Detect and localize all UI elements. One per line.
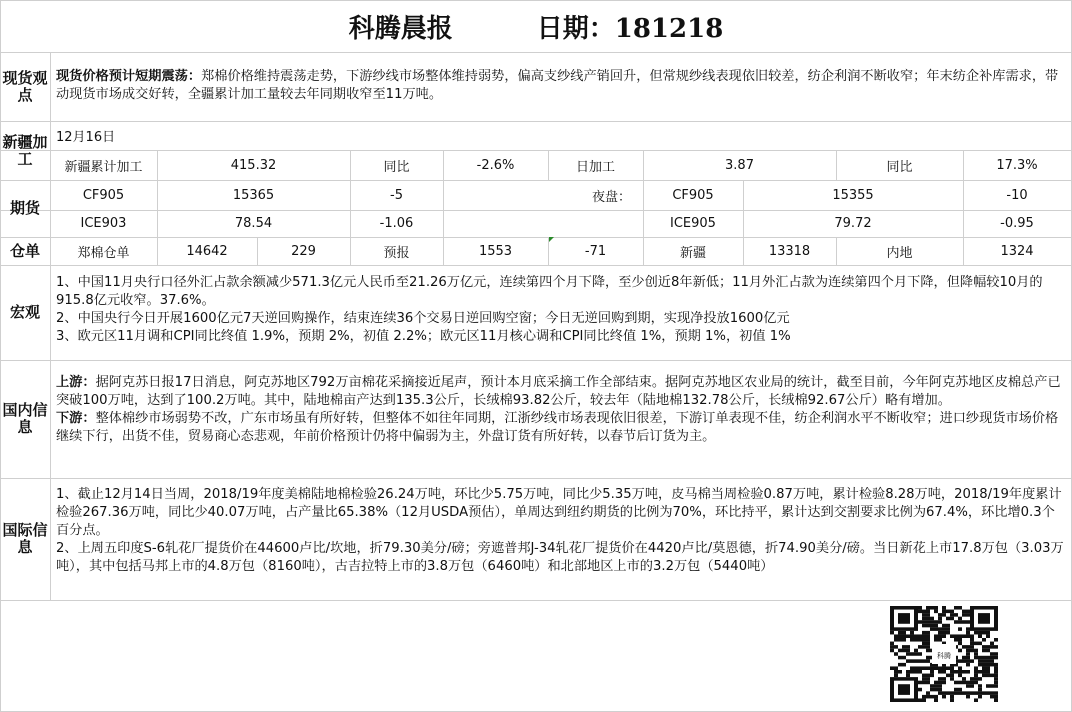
macro-item-3: 3、欧元区11月调和CPI同比终值 1.9%，预期 2%，初值 2.2%；欧元区11月核心调和CPI同比终值 1%，预期 1%，初值 1% [56,329,791,344]
xinjiang-yoy2-value: 17.3% [996,157,1038,173]
domestic-label: 国内信息 [2,401,48,436]
xinjiang-daily-label: 日加工 [575,159,615,175]
futures-night-cf-price: 15355 [832,187,874,203]
futures-night-cf-contract: CF905 [672,187,714,203]
qr-code-image [890,606,998,702]
xinjiang-daily-value: 3.87 [725,157,754,173]
intl-label: 国际信息 [2,521,48,556]
futures-ice905-change: -0.95 [1000,216,1034,231]
xinjiang-date: 12月16日 [56,130,116,145]
warehouse-xinjiang-label: 新疆 [679,245,706,261]
domestic-upstream [56,374,1066,410]
warehouse-xinjiang-value: 13318 [768,243,811,259]
warehouse-label: 仓单 [9,241,40,260]
warehouse-forecast-value: 1553 [478,243,513,259]
report-name: 科腾晨报 [348,13,453,44]
macro-label: 宏观 [9,303,40,321]
macro-paragraphs [56,274,1066,346]
xinjiang-label: 新疆加工 [2,132,48,168]
warehouse-zhengmian-label: 郑棉仓单 [77,245,130,261]
warehouse-zhengmian-change: 229 [291,243,316,259]
spot-lead: 现货价格预计短期震荡： [56,69,202,84]
warehouse-inland-label: 内地 [886,245,913,261]
futures-ice905-contract: ICE905 [670,216,716,231]
futures-ice905-price: 79.72 [834,216,872,231]
xinjiang-yoy1-value: -2.6% [476,157,515,173]
macro-item-1: 1、中国11月央行口径外汇占款余额减少571.3亿元人民币至21.26万亿元，连续第四个月下降，至少创近8年新低；11月外汇占款为连续第四个月下降，但降幅较10月的915.8亿元收窄。37.6%。 [56,275,1043,308]
report-title [0,0,1072,52]
intl-item-2: 2、上周五印度S-6轧花厂提货价在44600卢比/坎地，折79.30美分/磅；旁遮普邦J-34轧花厂提货价在4420卢比/莫恩德，折74.90美分/磅。当日新花上市17.8万包（3.03万吨），其中包括马邦上市的4.8万包（8160吨），古吉拉特上市的3.8万包（6460吨）和北部地区上市的3.2万包（5440吨） [56,541,1064,574]
warehouse-zhengmian-value: 14642 [186,243,228,259]
domestic-downstream [56,410,1066,446]
domestic-paragraphs [56,374,1066,446]
xinjiang-cum-value: 415.32 [230,157,277,173]
qr-center-logo: 科腾 [937,652,951,660]
domestic-downstream-lead: 下游： [56,411,96,426]
warehouse-forecast-label: 预报 [383,245,410,261]
intl-item-1: 1、截止12月14日当周，2018/19年度美棉陆地棉检验26.24万吨，环比少5.75万吨，同比少5.35万吨，皮马棉当周检验0.87万吨，累计检验8.28万吨，2018/19年度累计检验267.36万吨，同比少40.07万吨，占产量比65.38%（12月USDA预估），单周达到纽约期货的比例为70%，环比持平，累计达到交割要求比例为67.4%，环比增0.3个百分点。 [56,487,1062,538]
spot-text: 郑棉价格维持震荡走势，下游纱线市场整体维持弱势，偏高支纱线产销回升，但常规纱线表现依旧较差，纺企利润不断收窄；年末纺企补库需求，带动现货市场成交好转，全疆累计加工量较去年同期收窄至11万吨。 [56,69,1059,102]
warehouse-inland-value: 1324 [1000,243,1034,259]
futures-label: 期货 [9,199,40,217]
domestic-upstream-lead: 上游： [56,375,96,390]
futures-cf-change: -5 [390,187,403,203]
domestic-downstream-text: 整体棉纱市场弱势不改，广东市场虽有所好转，但整体不如往年同期，江浙纱线市场表现依旧很差，下游订单表现不佳，纺企利润水平不断收窄；进口纱现货市场价格继续下行，出货不佳，贸易商心态悲观，年前价格预计仍将中偏弱为主，外盘订货有所好转，以春节后订货为主。 [56,411,1059,444]
xinjiang-cum-label: 新疆累计加工 [64,159,143,175]
macro-item-2: 2、中国央行今日开展1600亿元7天逆回购操作，结束连续36个交易日逆回购空窗；今日无逆回购到期，实现净投放1600亿元 [56,311,790,326]
xinjiang-yoy1-label: 同比 [383,159,410,175]
domestic-upstream-text: 据阿克苏日报17日消息，阿克苏地区792万亩棉花采摘接近尾声，预计本月底采摘工作全部结束。据阿克苏地区农业局的统计，截至目前，今年阿克苏地区皮棉总产已突破100万吨，达到了100.2万吨。其中，陆地棉亩产达到135.3公斤，长绒棉93.82公斤，较去年（陆地棉132.78公斤，长绒棉92.67公斤）略有增加。 [56,375,1061,408]
xinjiang-yoy2-label: 同比 [886,159,913,175]
futures-ice-change: -1.06 [379,216,414,231]
spot-label: 现货观点 [2,68,48,104]
report-date: 日期：181218 [536,13,724,44]
warehouse-forecast-change: -71 [584,243,607,259]
futures-night-label: 夜盘： [591,189,631,205]
futures-cf-contract: CF905 [82,187,125,203]
futures-ice-price: 78.54 [234,216,273,231]
futures-cf-price: 15365 [232,187,275,203]
futures-night-cf-change: -10 [1006,187,1028,203]
futures-ice-contract: ICE903 [80,216,127,231]
spot-paragraph [56,68,1066,104]
intl-paragraphs [56,486,1066,576]
